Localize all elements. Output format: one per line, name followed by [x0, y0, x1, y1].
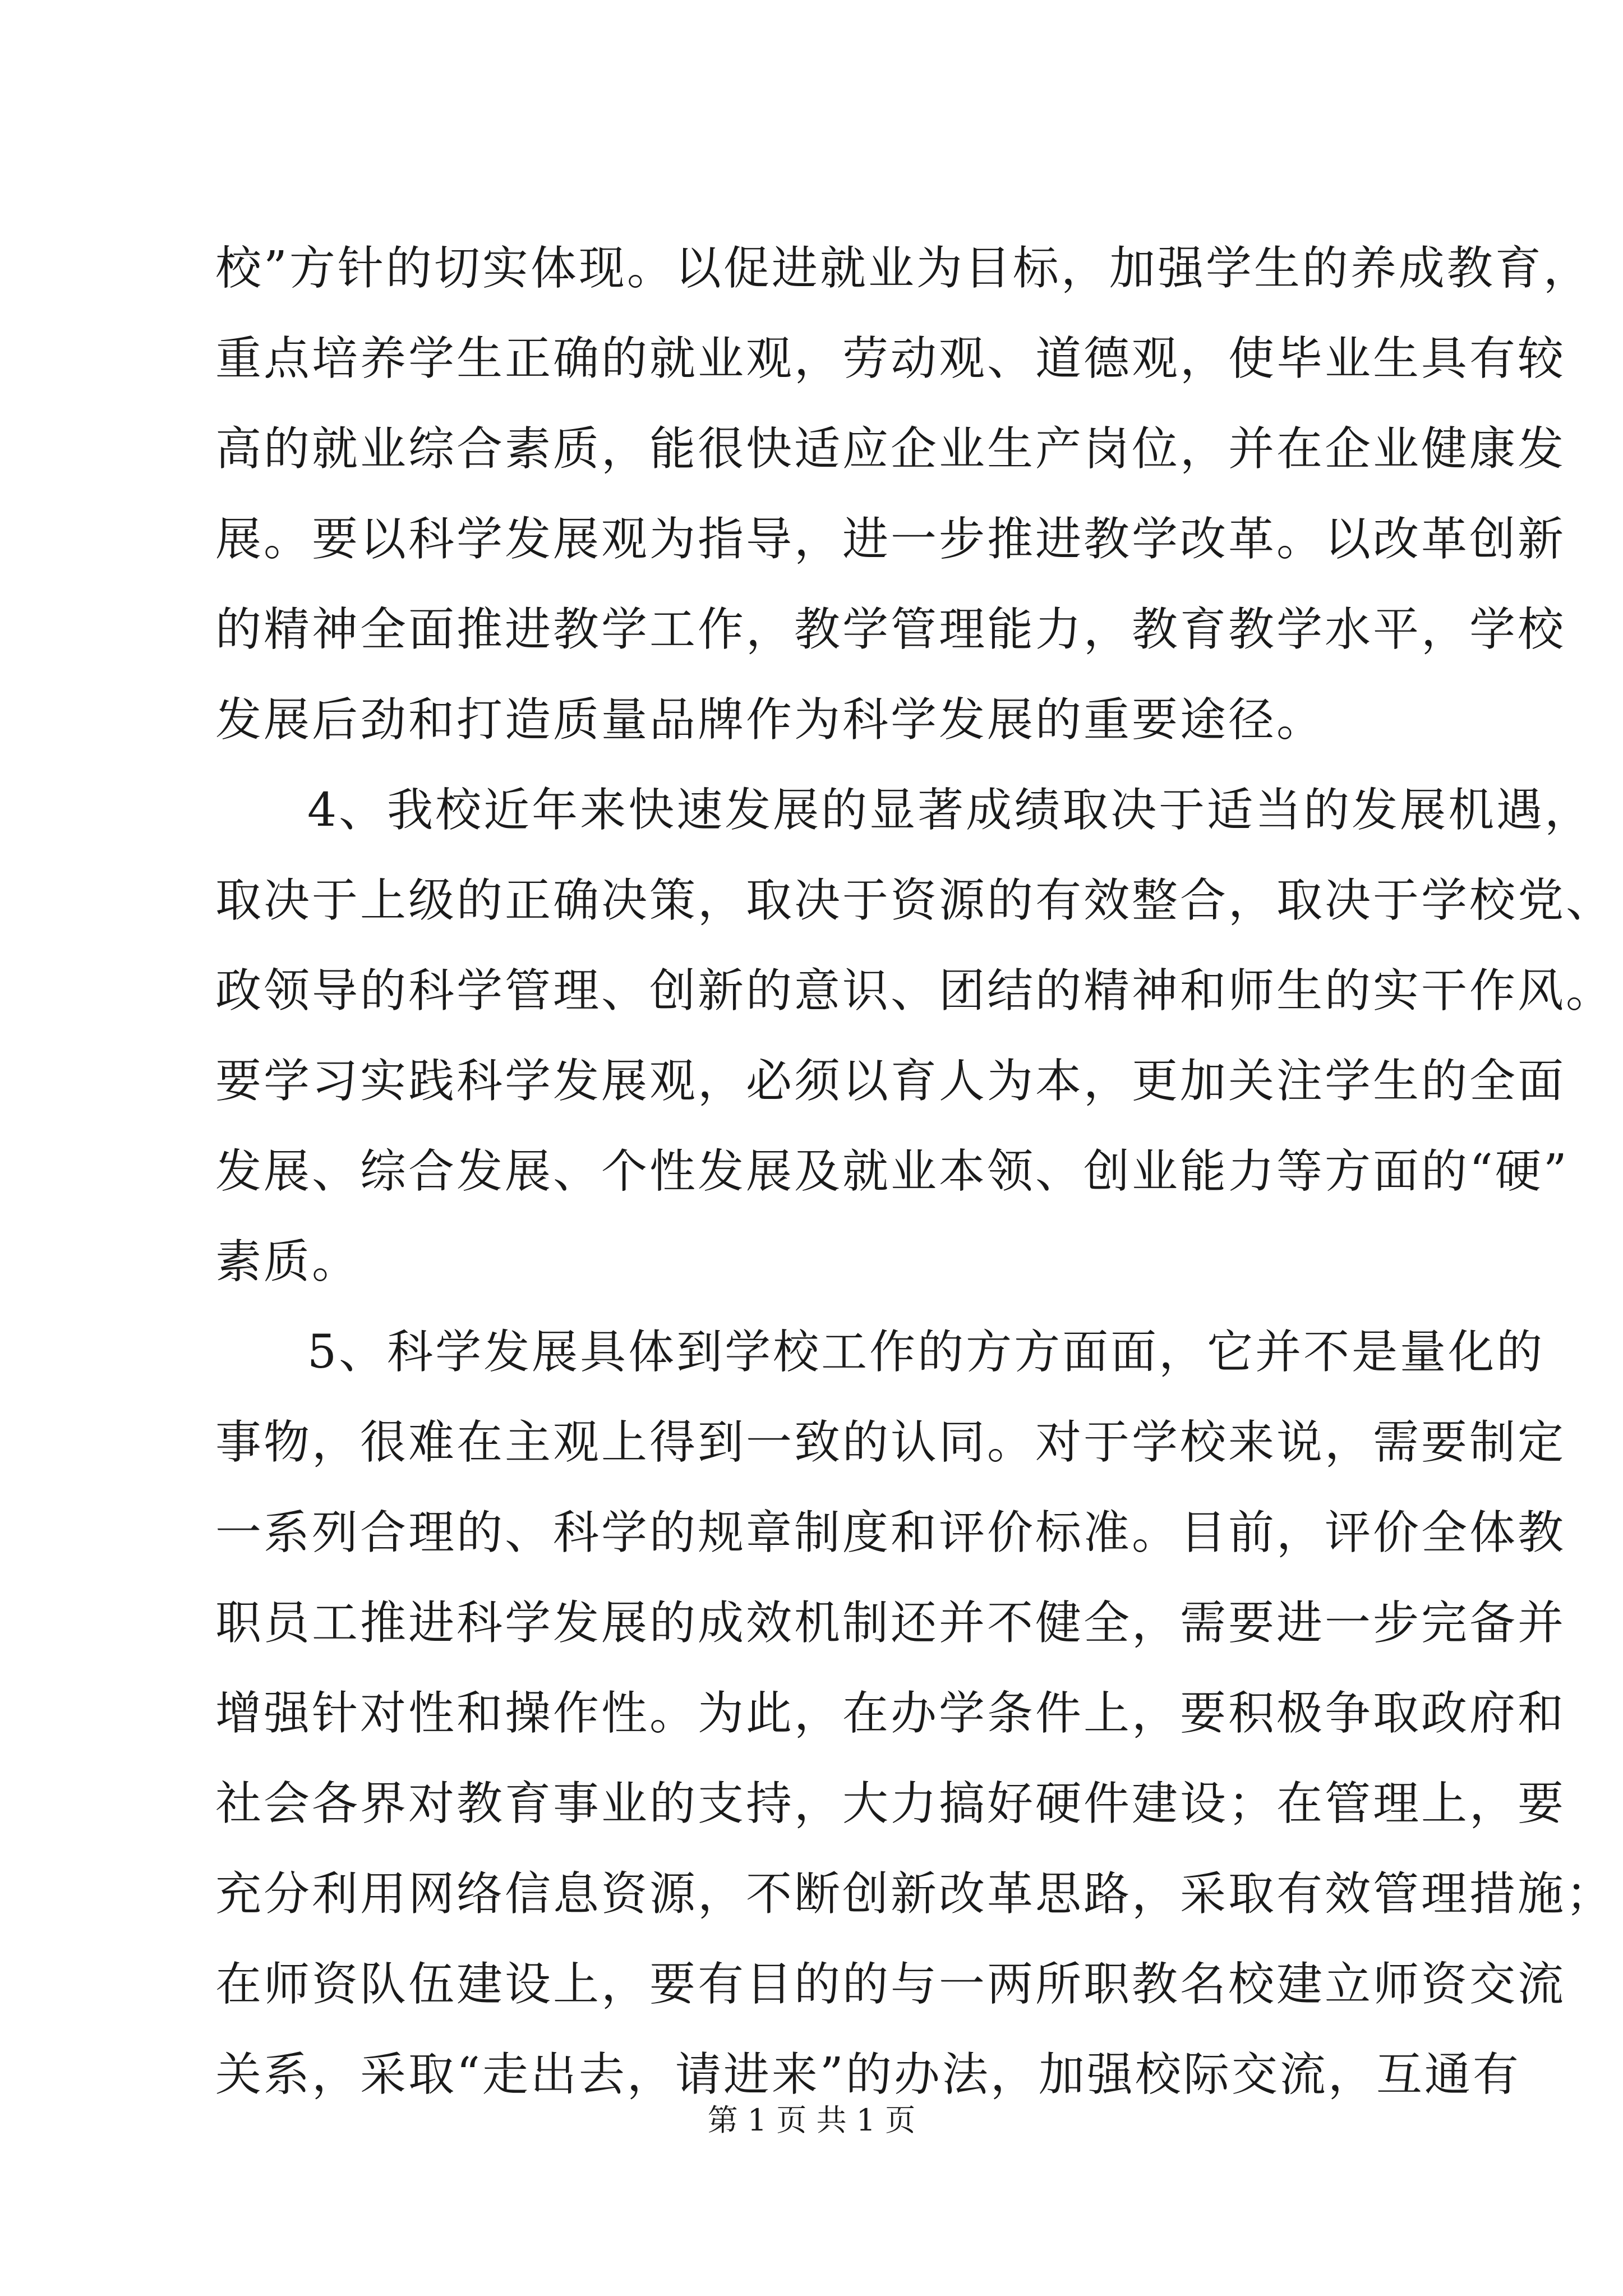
text-line: 关系，采取“走出去，请进来”的办法，加强校际交流，互通有 — [215, 2048, 1521, 2101]
paragraph-5-first-line: 5、科学发展具体到学校工作的方方面面，它并不是量化的 — [307, 1326, 1545, 1379]
text-line: 高的就业综合素质，能很快适应企业生产岗位，并在企业健康发 — [215, 422, 1566, 476]
text-line: 发展、综合发展、个性发展及就业本领、创业能力等方面的“硬” — [215, 1145, 1569, 1198]
text-line: 的精神全面推进教学工作，教学管理能力，教育教学水平，学校 — [215, 603, 1566, 656]
paragraph-4-first-line: 4、我校近年来快速发展的显著成绩取决于适当的发展机遇， — [307, 784, 1593, 837]
text-line: 职员工推进科学发展的成效机制还并不健全，需要进一步完备并 — [215, 1596, 1566, 1650]
text-line: 校”方针的切实体现。以促进就业为目标，加强学生的养成教育， — [215, 242, 1592, 295]
text-line: 事物，很难在主观上得到一致的认同。对于学校来说，需要制定 — [215, 1416, 1566, 1469]
text-line: 社会各界对教育事业的支持，大力搞好硬件建设；在管理上，要 — [215, 1777, 1566, 1830]
text-line: 政领导的科学管理、创新的意识、团结的精神和师生的实干作风。 — [215, 964, 1615, 1018]
text-line: 一系列合理的、科学的规章制度和评价标准。目前，评价全体教 — [215, 1506, 1566, 1559]
text-line: 取决于上级的正确决策，取决于资源的有效整合，取决于学校党、 — [215, 874, 1615, 927]
text-line: 展。要以科学发展观为指导，进一步推进教学改革。以改革创新 — [215, 513, 1566, 566]
text-line: 在师资队伍建设上，要有目的的与一两所职教名校建立师资交流 — [215, 1958, 1566, 2011]
text-line: 发展后劲和打造质量品牌作为科学发展的重要途径。 — [215, 693, 1325, 747]
text-line: 要学习实践科学发展观，必须以育人为本，更加关注学生的全面 — [215, 1055, 1566, 1108]
text-line: 增强针对性和操作性。为此，在办学条件上，要积极争取政府和 — [215, 1687, 1566, 1740]
text-line: 充分利用网络信息资源，不断创新改革思路，采取有效管理措施； — [215, 1867, 1615, 1921]
page-footer: 第 1 页 共 1 页 — [707, 2102, 916, 2138]
text-line: 素质。 — [215, 1235, 361, 1289]
text-line: 重点培养学生正确的就业观，劳动观、道德观，使毕业生具有较 — [215, 332, 1566, 385]
document-body — [215, 223, 1615, 2120]
